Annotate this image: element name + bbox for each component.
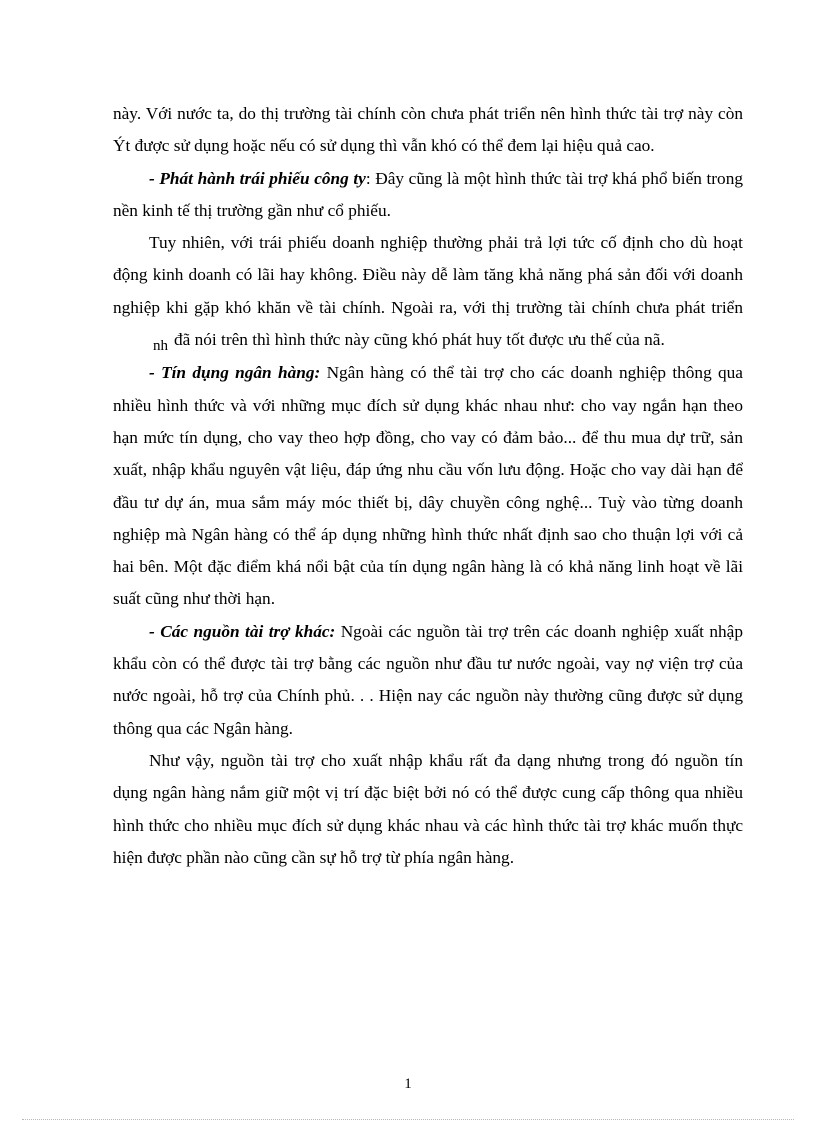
paragraph-heading: - Tín dụng ngân hàng: bbox=[149, 363, 321, 383]
paragraph-text: Tuy nhiên, với trái phiếu doanh nghiệp thường phải trả lợi tức cố định cho dù hoạt động kinh doanh có lãi hay không. Điều này dễ làm tăng khả năng phá sản đối với doanh nghiệp khi gặp khó khăn về tài chính. Ngoài ra, với thị trường tài chính chưa phát triển bbox=[113, 233, 743, 317]
paragraph-bond-drawbacks bbox=[113, 227, 743, 357]
paragraph-text: : Đây cũng là một hình thức tài trợ khá phổ biến trong nền kinh tế thị trường gần như cổ phiếu. bbox=[113, 168, 743, 220]
paragraph-text-after: đã nói trên thì hình thức này cũng khó phát huy tốt được ưu thế của nã. bbox=[174, 330, 665, 350]
page-number: 1 bbox=[404, 1076, 412, 1092]
paragraph-text: Ngoài các nguồn tài trợ trên các doanh nghiệp xuất nhập khẩu còn có thể được tài trợ bằng các nguồn như đầu tư nước ngoài, vay nợ viện trợ của nước ngoài, hỗ trợ của Chính phủ. . . Hiện nay các nguồn này thường cũng được sử dụng thông qua các Ngân hàng. bbox=[113, 621, 743, 738]
paragraph-bank-credit bbox=[113, 357, 743, 615]
paragraph-heading: - Các nguồn tài trợ khác: bbox=[149, 621, 336, 641]
paragraph-text: này. Với nước ta, do thị trường tài chính còn chưa phát triển nên hình thức tài trợ này còn Ýt được sử dụng hoặc nếu có sử dụng thì vẫn khó có thể đem lại hiệu quả cao. bbox=[113, 104, 743, 156]
inline-fragment: nh bbox=[153, 338, 168, 355]
paragraph-bond-issuance bbox=[113, 163, 743, 228]
paragraph-text: Như vậy, nguồn tài trợ cho xuất nhập khẩu rất đa dạng nhưng trong đó nguồn tín dụng ngân hàng nắm giữ một vị trí đặc biệt bởi nó có thể được cung cấp thông qua nhiều hình thức cho nhiều mục đích sử dụng khác nhau và các hình thức tài trợ khác muốn thực hiện được phần nào cũng cần sự hỗ trợ từ phía ngân hàng. bbox=[113, 750, 743, 867]
paragraph-other-sources bbox=[113, 616, 743, 745]
paragraph-continuation bbox=[113, 98, 743, 163]
document-body bbox=[113, 98, 743, 874]
paragraph-conclusion bbox=[113, 745, 743, 874]
page-bottom-border bbox=[22, 1119, 794, 1120]
paragraph-heading: - Phát hành trái phiếu công ty bbox=[149, 168, 366, 188]
paragraph-text: Ngân hàng có thể tài trợ cho các doanh nghiệp thông qua nhiều hình thức và với những mục đích sử dụng khác nhau như: cho vay ngắn hạn theo hạn mức tín dụng, cho vay theo hợp đồng, cho vay có đảm bảo... để thu mua dự trữ, sản xuất, nhập khẩu nguyên vật liệu, đáp ứng nhu cầu vốn lưu động. Hoặc cho vay dài hạn để đầu tư dự án, mua sắm máy móc thiết bị, dây chuyền công nghệ... Tuỳ vào từng doanh nghiệp mà Ngân hàng có thể áp dụng những hình thức nhất định sao cho thuận lợi với cả hai bên. Một đặc điểm khá nổi bật của tín dụng ngân hàng là có khả năng linh hoạt về lãi suất cũng như thời hạn. bbox=[113, 363, 743, 609]
